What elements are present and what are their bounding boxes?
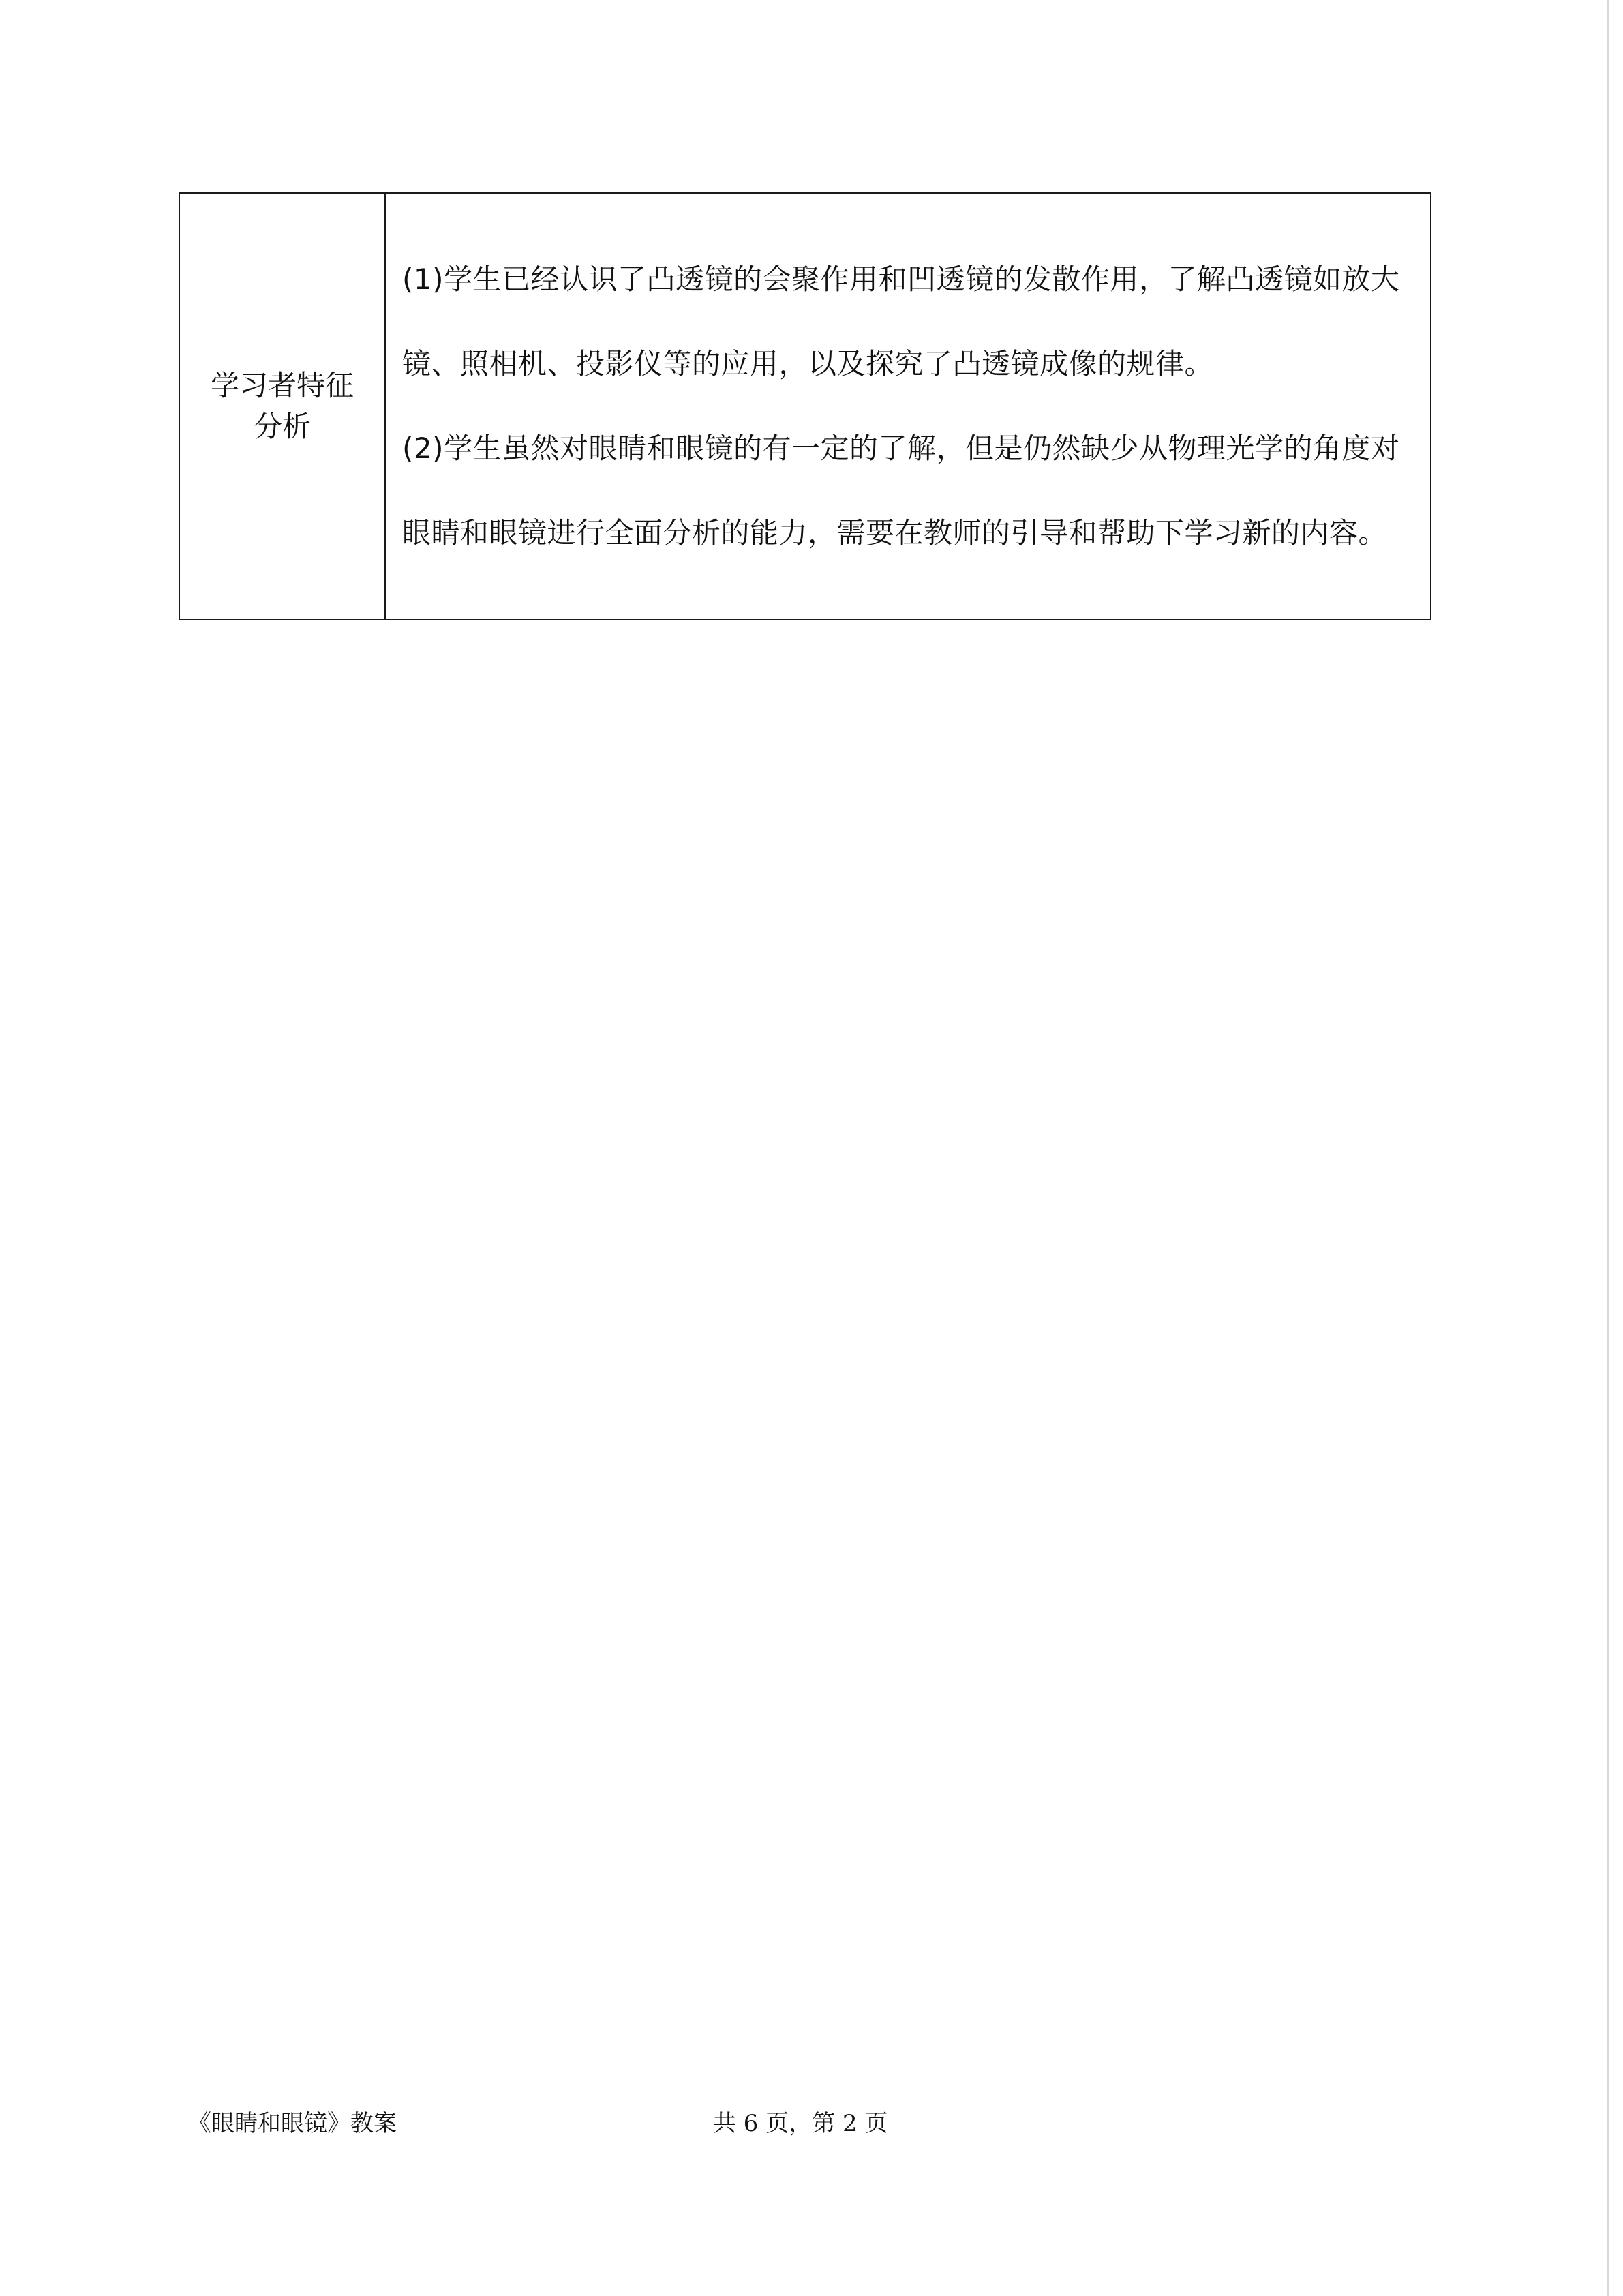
footer-document-title: 《眼睛和眼镜》教案	[188, 2110, 397, 2137]
table-row	[179, 193, 1431, 620]
page-edge-line	[1607, 0, 1609, 2296]
footer-page-number: 共 6 页，第 2 页	[713, 2110, 888, 2137]
row-content-cell	[385, 193, 1431, 620]
row-label-cell	[179, 193, 385, 620]
learner-analysis-table	[179, 192, 1431, 620]
analysis-paragraph-2: (2)学生虽然对眼睛和眼镜的有一定的了解，但是仍然缺少从物理光学的角度对眼睛和眼镜进行全面分析的能力，需要在教师的引导和帮助下学习新的内容。	[402, 432, 1400, 549]
analysis-content	[402, 237, 1418, 575]
analysis-paragraph-1: (1)学生已经认识了凸透镜的会聚作用和凹透镜的发散作用，了解凸透镜如放大镜、照相机、投影仪等的应用，以及探究了凸透镜成像的规律。	[402, 262, 1400, 380]
row-label: 学习者特征分析	[210, 369, 354, 443]
